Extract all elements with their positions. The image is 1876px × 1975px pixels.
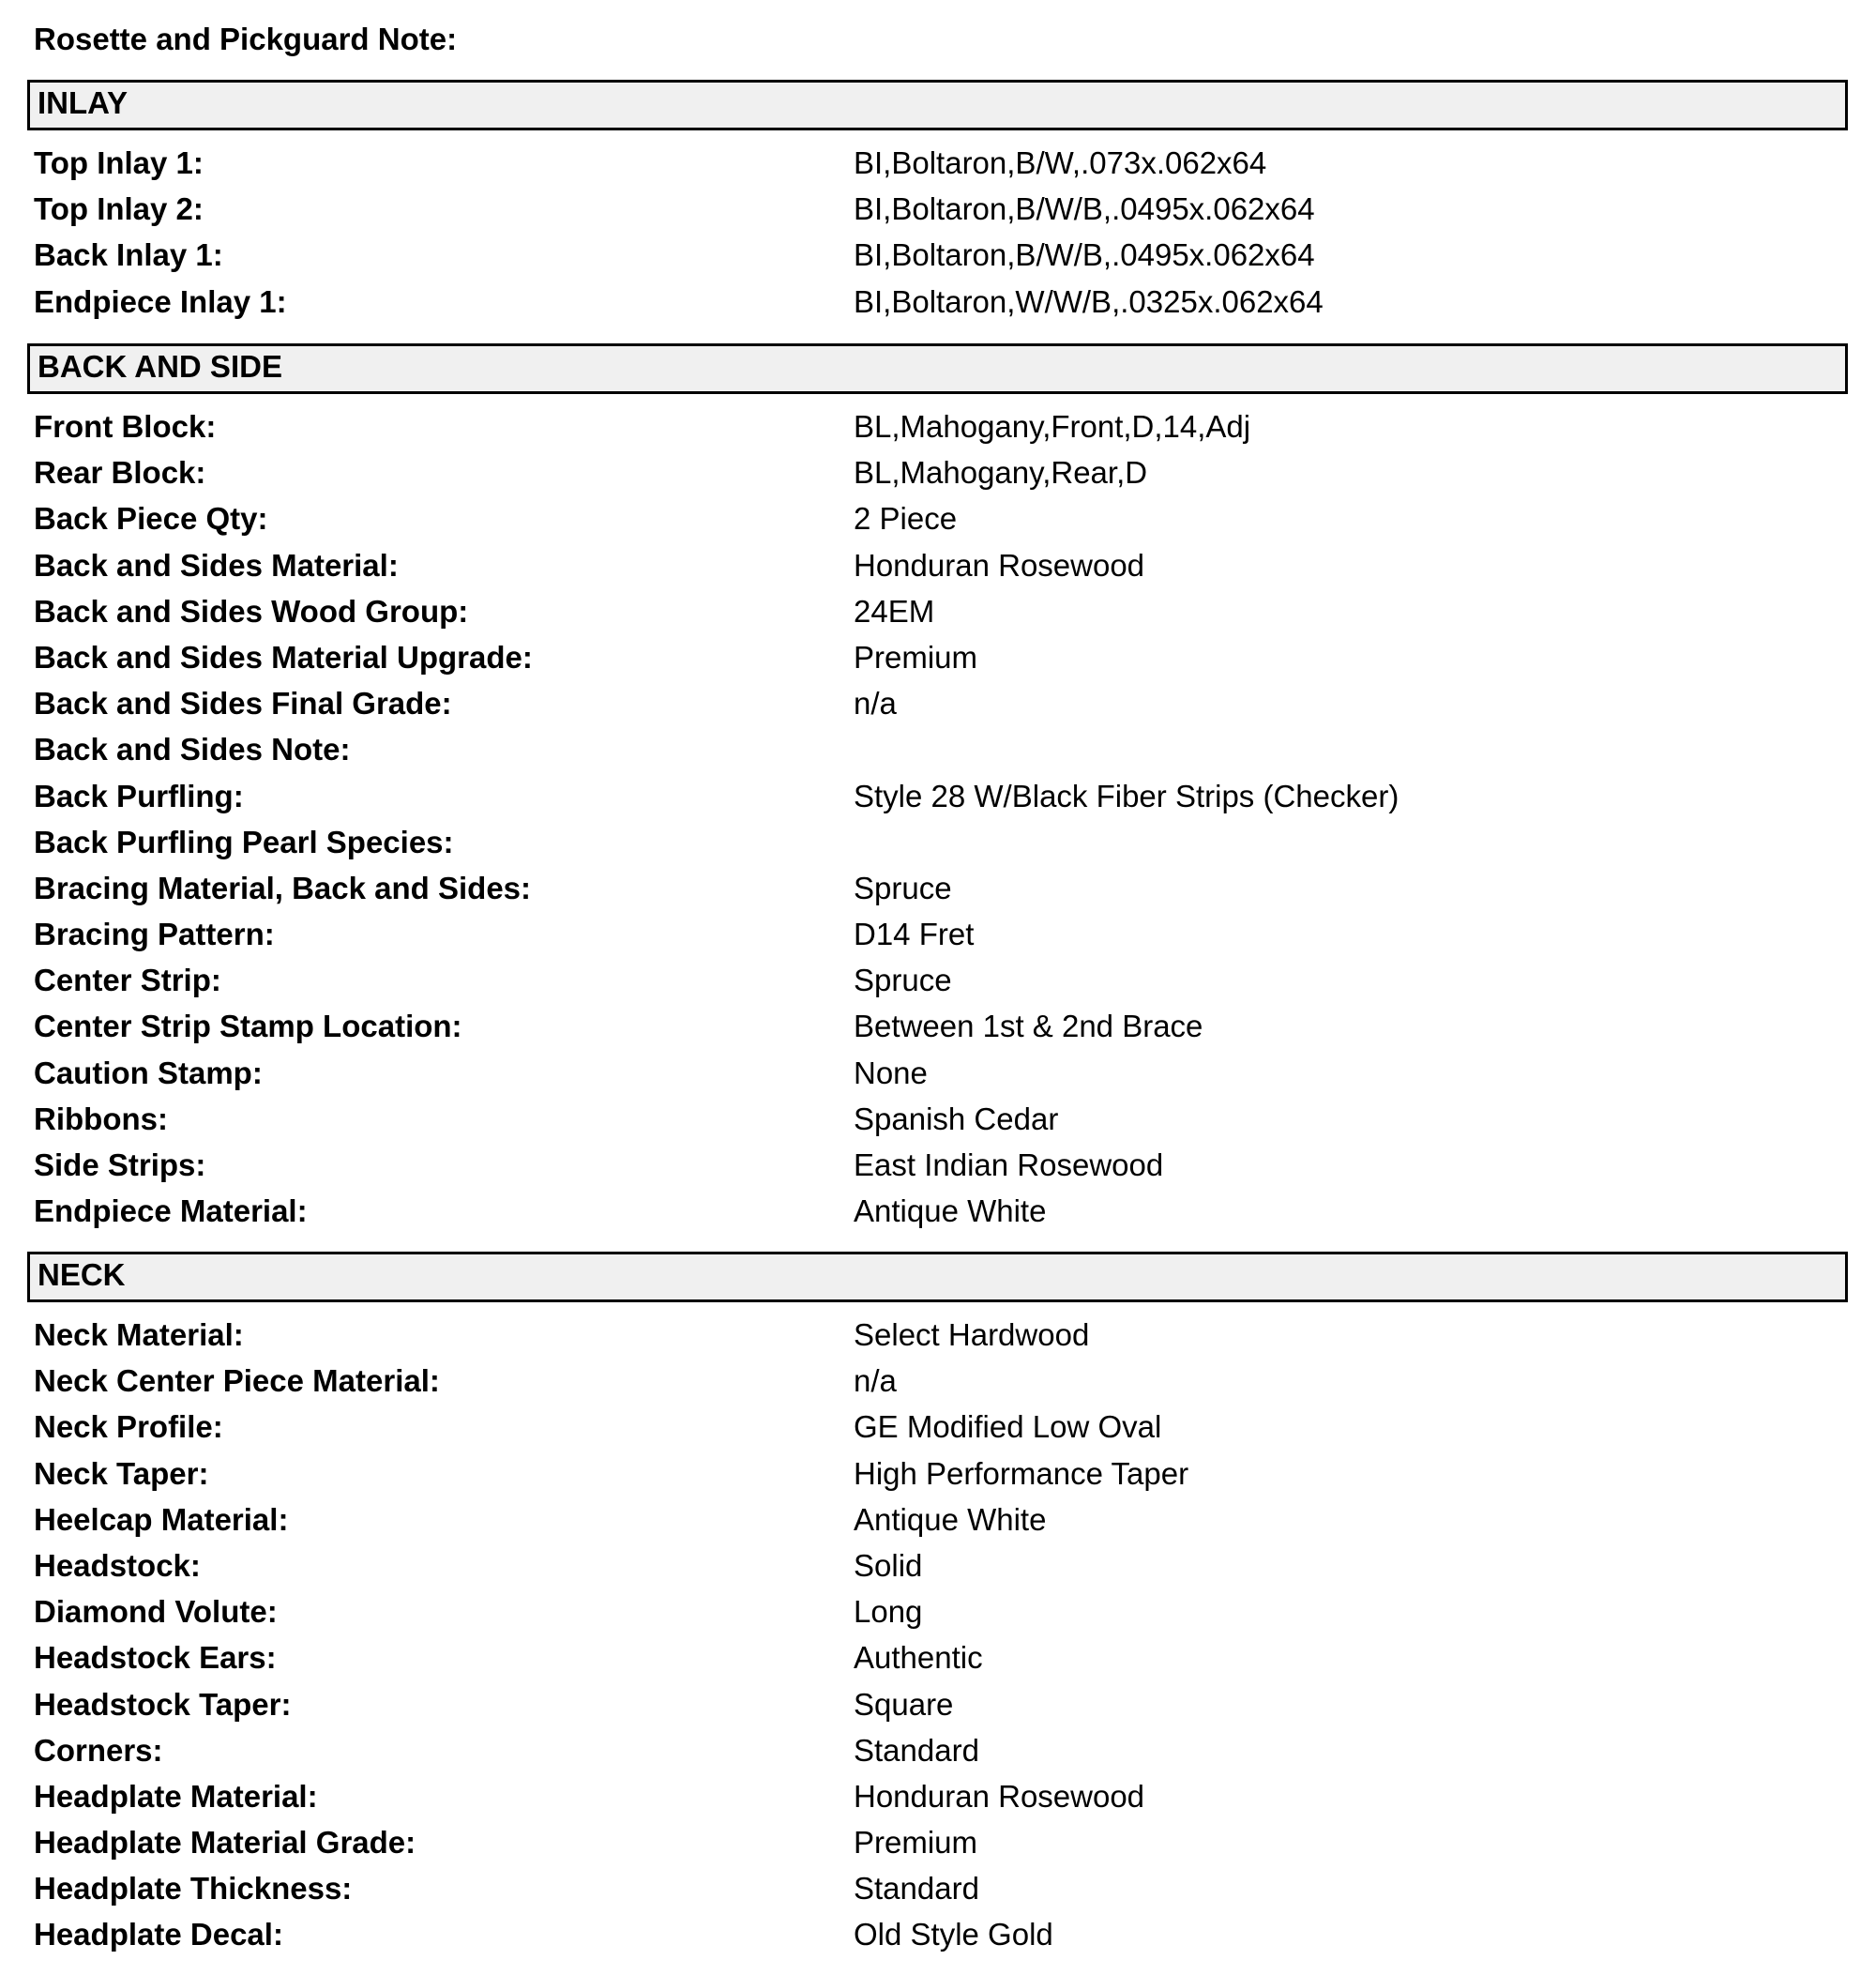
spec-label: Bracing Pattern: [34,917,275,952]
spec-value: n/a [854,1363,897,1399]
spec-row [34,773,1844,819]
section-title: NECK [38,1257,126,1292]
spec-label: Back and Sides Material: [34,547,399,583]
spec-label: Side Strips: [34,1147,206,1182]
spec-label: Caution Stamp: [34,1055,263,1090]
section-rows-inlay [34,140,1844,325]
spec-row [34,1911,1844,1957]
spec-value: BI,Boltaron,B/W/B,.0495x.062x64 [854,237,1315,273]
spec-label: Neck Center Piece Material: [34,1363,440,1399]
spec-label: Center Strip: [34,963,221,998]
spec-value: None [854,1055,928,1090]
section-title: BACK AND SIDE [38,349,282,384]
spec-row [34,1819,1844,1865]
spec-row [34,1312,1844,1358]
spec-label: Neck Profile: [34,1409,223,1445]
spec-row [34,140,1844,186]
spec-label: Endpiece Inlay 1: [34,283,287,319]
spec-value: BI,Boltaron,B/W/B,.0495x.062x64 [854,191,1315,227]
spec-value: Honduran Rosewood [854,547,1145,583]
spec-label: Neck Taper: [34,1455,209,1491]
spec-value: Spruce [854,870,952,905]
spec-label: Back and Sides Material Upgrade: [34,639,533,675]
spec-label: Endpiece Material: [34,1193,308,1229]
spec-value: BI,Boltaron,B/W,.073x.062x64 [854,145,1267,180]
spec-label: Top Inlay 2: [34,191,204,227]
spec-row [34,495,1844,541]
spec-label: Neck Material: [34,1317,244,1352]
spec-row [34,819,1844,865]
spec-value: Square [854,1686,954,1722]
spec-row [34,1727,1844,1773]
spec-row [34,1588,1844,1634]
spec-label: Heelcap Material: [34,1501,289,1537]
spec-row [34,865,1844,911]
spec-value: Long [854,1594,923,1630]
spec-row [34,726,1844,772]
spec-label: Front Block: [34,409,217,444]
spec-row [34,1003,1844,1049]
spec-row [34,1773,1844,1819]
spec-value: Style 28 W/Black Fiber Strips (Checker) [854,778,1399,813]
section-header-back-and-side [27,343,1848,394]
spec-value: Solid [854,1547,923,1583]
rosette-pickguard-note-label: Rosette and Pickguard Note: [34,22,458,56]
spec-row [34,1681,1844,1727]
spec-label: Top Inlay 1: [34,145,204,180]
spec-row [34,1542,1844,1588]
spec-label: Headplate Material Grade: [34,1825,416,1861]
spec-row [34,680,1844,726]
spec-value: Select Hardwood [854,1317,1090,1352]
spec-label: Headplate Thickness: [34,1871,353,1907]
section-rows-back-and-side [34,403,1844,1234]
spec-value: n/a [854,686,897,722]
spec-row [34,279,1844,325]
spec-label: Center Strip Stamp Location: [34,1009,462,1044]
spec-label: Back and Sides Wood Group: [34,593,469,629]
spec-row [34,957,1844,1003]
spec-value: East Indian Rosewood [854,1147,1164,1182]
spec-value: High Performance Taper [854,1455,1189,1491]
spec-label: Headplate Material: [34,1778,318,1814]
spec-value: GE Modified Low Oval [854,1409,1162,1445]
spec-label: Headstock Ears: [34,1640,277,1676]
spec-value: BL,Mahogany,Rear,D [854,455,1148,491]
spec-row [34,1358,1844,1404]
spec-row [34,542,1844,588]
spec-value: 2 Piece [854,501,958,537]
spec-row [34,1142,1844,1188]
spec-label: Bracing Material, Back and Sides: [34,870,532,905]
spec-row [34,911,1844,957]
spec-value: D14 Fret [854,917,975,952]
spec-row [34,449,1844,495]
spec-row [34,1096,1844,1142]
spec-label: Diamond Volute: [34,1594,278,1630]
spec-row [34,1404,1844,1450]
spec-value: Standard [854,1732,979,1768]
spec-row [34,634,1844,680]
spec-value: BL,Mahogany,Front,D,14,Adj [854,409,1251,444]
spec-label: Back and Sides Note: [34,732,351,767]
spec-value: BI,Boltaron,W/W/B,.0325x.062x64 [854,283,1324,319]
section-rows-neck [34,1312,1844,1958]
spec-value: Spruce [854,963,952,998]
spec-row [34,403,1844,449]
spec-label: Corners: [34,1732,163,1768]
section-title: INLAY [38,85,128,120]
spec-row [34,186,1844,232]
spec-value: Antique White [854,1193,1047,1229]
spec-label: Headstock: [34,1547,201,1583]
spec-row [34,232,1844,278]
spec-row [34,1634,1844,1680]
spec-label: Back and Sides Final Grade: [34,686,452,722]
section-header-inlay [27,80,1848,130]
spec-value: Old Style Gold [854,1917,1053,1952]
spec-value: Standard [854,1871,979,1907]
spec-value: Spanish Cedar [854,1101,1059,1136]
spec-row [34,1865,1844,1911]
spec-label: Ribbons: [34,1101,168,1136]
spec-row [34,588,1844,634]
spec-label: Back Inlay 1: [34,237,223,273]
section-header-neck [27,1252,1848,1302]
spec-row [34,1451,1844,1496]
spec-value: 24EM [854,593,935,629]
spec-label: Headstock Taper: [34,1686,292,1722]
spec-value: Between 1st & 2nd Brace [854,1009,1203,1044]
spec-label: Headplate Decal: [34,1917,283,1952]
spec-row [34,1188,1844,1234]
spec-label: Back Piece Qty: [34,501,268,537]
spec-value: Honduran Rosewood [854,1778,1145,1814]
spec-row [34,1050,1844,1096]
spec-value: Premium [854,639,978,675]
spec-label: Rear Block: [34,455,206,491]
spec-row [34,1496,1844,1542]
spec-label: Back Purfling Pearl Species: [34,824,454,859]
spec-label: Back Purfling: [34,778,244,813]
spec-value: Premium [854,1825,978,1861]
spec-value: Authentic [854,1640,983,1676]
spec-value: Antique White [854,1501,1047,1537]
